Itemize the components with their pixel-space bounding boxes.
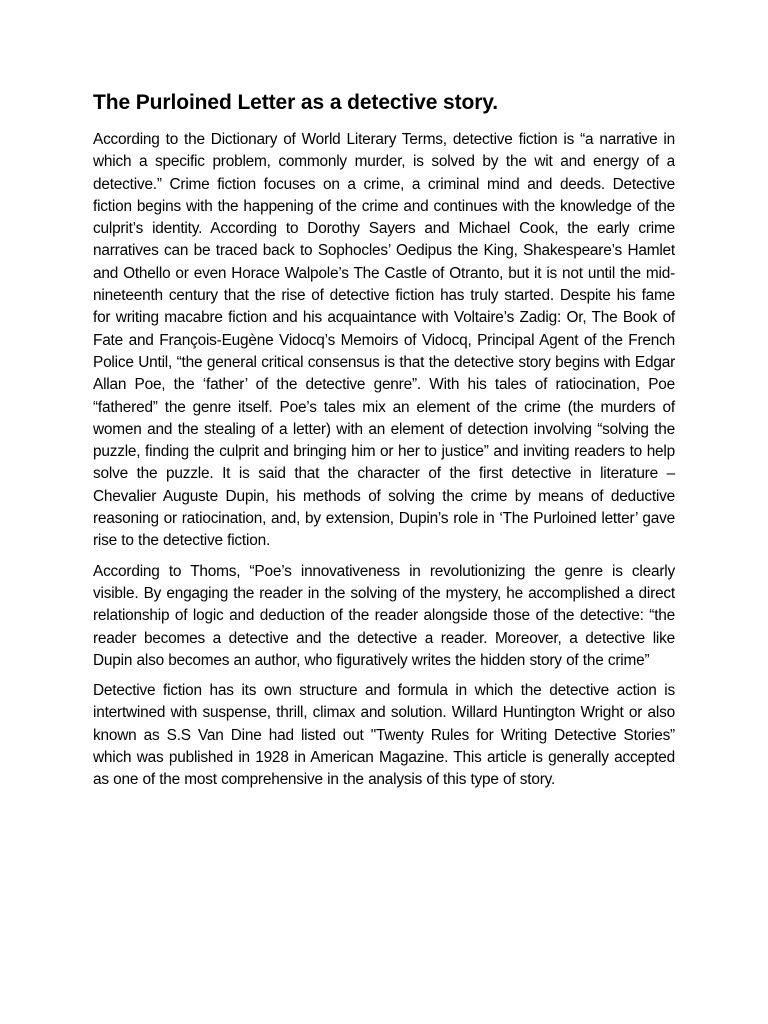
paragraph-1: According to the Dictionary of World Literary Terms, detective fiction is “a narrative in which a specific problem, commonly murder, is solved by the wit and energy of a detective.” Crime fiction focuses on a crime, a criminal mind and deeds. Detective fiction begins with the happening of the crime and continues with the knowledge of the culprit’s identity. According to Dorothy Sayers and Michael Cook, the early crime narratives can be traced back to Sophocles’ Oedipus the King, Shakespeare’s Hamlet and Othello or even Horace Walpole’s The Castle of Otranto, but it is not until the mid-nineteenth century that the rise of detective fiction has truly started. Despite his fame for writing macabre fiction and his acquaintance with Voltaire’s Zadig: Or, The Book of Fate and François-Eugène Vidocq’s Memoirs of Vidocq, Principal Agent of the French Police Until, “the general critical consensus is that the detective story begins with Edgar Allan Poe, the ‘father’ of the detective genre”. With his tales of ratiocination, Poe “fathered” the genre itself. Poe’s tales mix an element of the crime (the murders of women and the stealing of a letter) with an element of detection involving “solving the puzzle, finding the culprit and bringing him or her to justice” and inviting readers to help solve the puzzle. It is said that the character of the first detective in literature – Chevalier Auguste Dupin, his methods of solving the crime by means of deductive reasoning or ratiocination, and, by extension, Dupin’s role in ‘The Purloined letter’ gave rise to the detective fiction. xyxy=(93,131,675,550)
paragraph-3: Detective fiction has its own structure and formula in which the detective action is intertwined with suspense, thrill, climax and solution. Willard Huntington Wright or also known as S.S Van Dine had listed out "Twenty Rules for Writing Detective Stories” which was published in 1928 in American Magazine. This article is generally accepted as one of the most comprehensive in the analysis of this type of story. xyxy=(93,682,675,789)
document-title: The Purloined Letter as a detective story. xyxy=(93,91,499,114)
paragraph-2: According to Thoms, “Poe’s innovativeness in revolutionizing the genre is clearly visible. By engaging the reader in the solving of the mystery, he accomplished a direct relationship of logic and deduction of the reader alongside those of the detective: “the reader becomes a detective and the detective a reader. Moreover, a detective like Dupin also becomes an author, who figuratively writes the hidden story of the crime” xyxy=(93,562,675,669)
